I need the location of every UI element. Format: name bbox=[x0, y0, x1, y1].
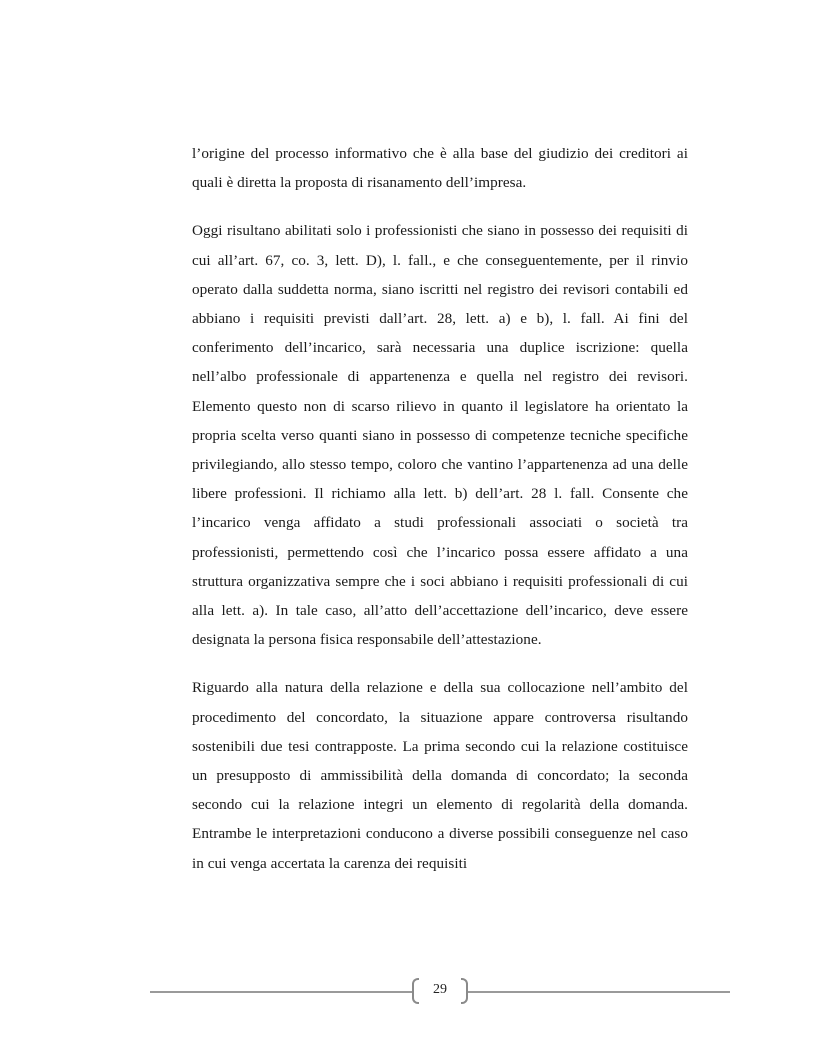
page-number: 29 bbox=[433, 982, 447, 997]
footer-rule-left bbox=[150, 991, 412, 993]
paragraph-3: Riguardo alla natura della relazione e della sua collocazione nell’ambito del procedimento del concordato, la situazione appare controversa risultando sostenibili due tesi contrapposte. La prima secondo cui la relazione costituisce un presupposto di ammissibilità della domanda di concordato; la seconda secondo cui la relazione integri un elemento di regolarità della domanda. Entrambe le interpretazioni conducono a diverse possibili conseguenze nel caso in cui venga accertata la carenza dei requisiti bbox=[192, 679, 688, 872]
paragraph-1: l’origine del processo informativo che è alla base del giudizio dei creditori ai quali è diretta la proposta di risanamento dell’impresa. bbox=[192, 145, 688, 192]
close-bracket-icon bbox=[461, 978, 468, 1004]
paragraph-2: Oggi risultano abilitati solo i professionisti che siano in possesso dei requisiti di cui all’art. 67, co. 3, lett. D), l. fall., e che conseguentemente, per il rinvio operato dalla suddetta norma, siano iscritti nel registro dei revisori contabili ed abbiano i requisiti previsti dall’art. 28, lett. a) e b), l. fall. Ai fini del conferimento dell’incarico, sarà necessaria una duplice iscrizione: quella nell’albo professionale di appartenenza e quella nel registro dei revisori. Elemento questo non di scarso rilievo in quanto il legislatore ha orientato la propria scelta verso quanti siano in possesso di competenze tecniche specifiche privilegiando, allo stesso tempo, coloro che vantino l’appartenenza ad una delle libere professioni. Il richiamo alla lett. b) dell’art. 28 l. fall. Consente che l’incarico venga affidato a studi professionali associati o società tra professionisti, permettendo così che l’incarico possa essere affidato a una struttura organizzativa sempre che i soci abbiano i requisiti professionali di cui alla lett. a). In tale caso, all’atto dell’accettazione dell’incarico, deve essere designata la persona fisica responsabile dell’attestazione. bbox=[192, 222, 688, 649]
footer-rule-right bbox=[468, 991, 730, 993]
body-text bbox=[192, 139, 688, 878]
page-footer bbox=[150, 976, 730, 1010]
open-bracket-icon bbox=[412, 978, 419, 1004]
